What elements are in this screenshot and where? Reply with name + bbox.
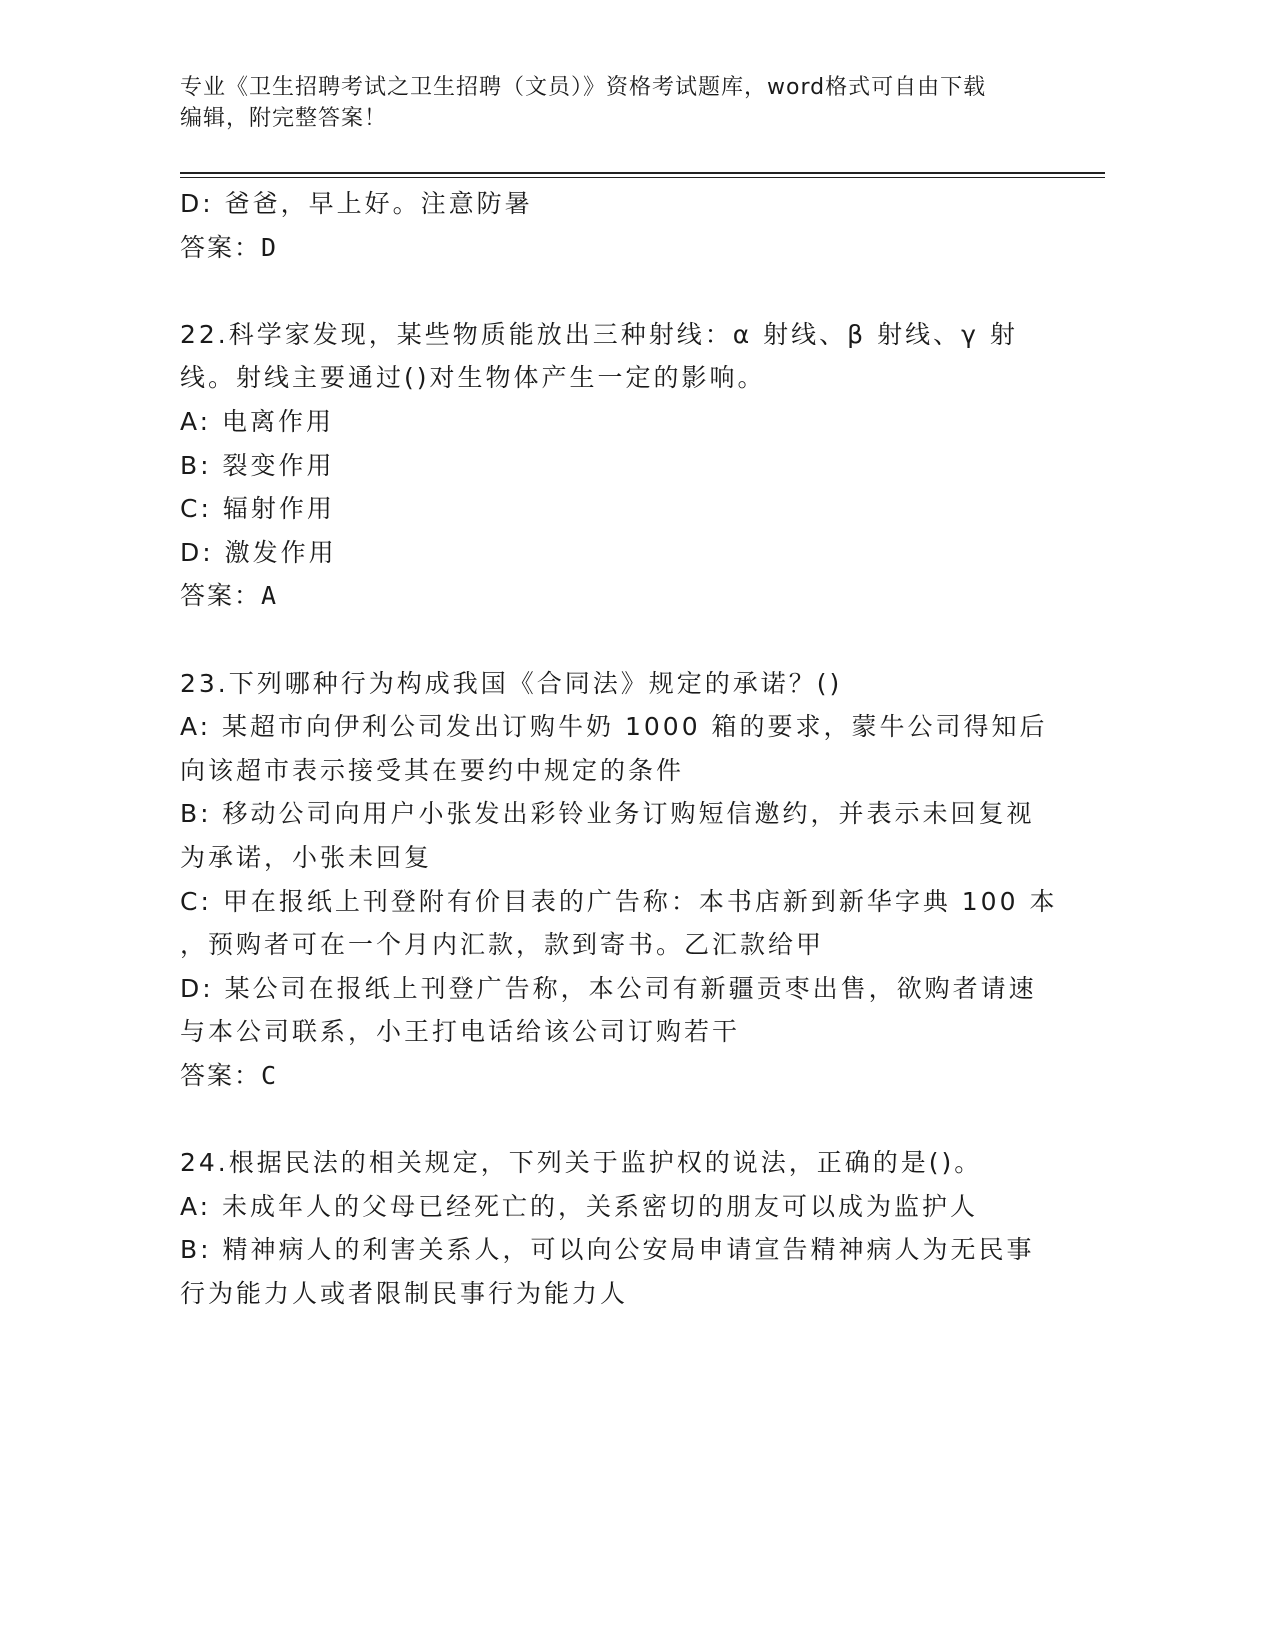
header-line-1: 专业《卫生招聘考试之卫生招聘（文员）》资格考试题库，word格式可自由下载	[180, 75, 987, 100]
option-d-continued: 与本公司联系，小王打电话给该公司订购若干	[180, 1017, 741, 1047]
option-a: A: 某超市向伊利公司发出订购牛奶 1000 箱的要求，蒙牛公司得知后	[180, 712, 1048, 742]
question-24	[180, 1141, 1040, 1315]
answer-line: 答案：C	[180, 1060, 279, 1090]
document-body	[180, 182, 1058, 1315]
option-a: A: 电离作用	[180, 406, 335, 436]
option-b: B: 裂变作用	[180, 450, 335, 480]
question-stem: 22.科学家发现，某些物质能放出三种射线：α 射线、β 射线、γ 射	[180, 319, 1018, 349]
option-b: B: 精神病人的利害关系人，可以向公安局申请宣告精神病人为无民事	[180, 1235, 1035, 1265]
question-spacer	[180, 269, 1040, 313]
question-stem: 线。射线主要通过()对生物体产生一定的影响。	[180, 363, 766, 393]
option-d: D: 某公司在报纸上刊登广告称，本公司有新疆贡枣出售，欲购者请速	[180, 973, 1037, 1003]
answer-line: 答案：A	[180, 581, 279, 611]
option-d: D: 激发作用	[180, 537, 337, 567]
option-c: C: 甲在报纸上刊登附有价目表的广告称：本书店新到新华字典 100 本	[180, 886, 1058, 916]
option-b-continued: 为承诺，小张未回复	[180, 842, 433, 872]
header-divider-thick	[180, 172, 1105, 174]
option-c-continued: ，预购者可在一个月内汇款，款到寄书。乙汇款给甲	[180, 930, 825, 960]
question-stem: 23.下列哪种行为构成我国《合同法》规定的承诺？()	[180, 668, 843, 698]
question-22	[180, 313, 1040, 618]
answer-line: 答案：D	[180, 232, 279, 262]
option-a: A: 未成年人的父母已经死亡的，关系密切的朋友可以成为监护人	[180, 1191, 979, 1221]
question-spacer	[180, 1097, 1040, 1141]
option-b: B: 移动公司向用户小张发出彩铃业务订购短信邀约，并表示未回复视	[180, 799, 1035, 829]
question-21-tail	[180, 182, 1040, 269]
option-b-continued: 行为能力人或者限制民事行为能力人	[180, 1278, 629, 1308]
question-23	[180, 662, 1058, 1098]
question-spacer	[180, 618, 1040, 662]
question-stem: 24.根据民法的相关规定，下列关于监护权的说法，正确的是()。	[180, 1148, 983, 1178]
option-a-continued: 向该超市表示接受其在要约中规定的条件	[180, 755, 685, 785]
option-d: D: 爸爸，早上好。注意防暑	[180, 189, 533, 218]
header-divider-thin	[180, 177, 1105, 178]
option-c: C: 辐射作用	[180, 494, 335, 524]
document-header	[180, 72, 1040, 134]
header-line-2: 编辑，附完整答案！	[180, 106, 388, 131]
